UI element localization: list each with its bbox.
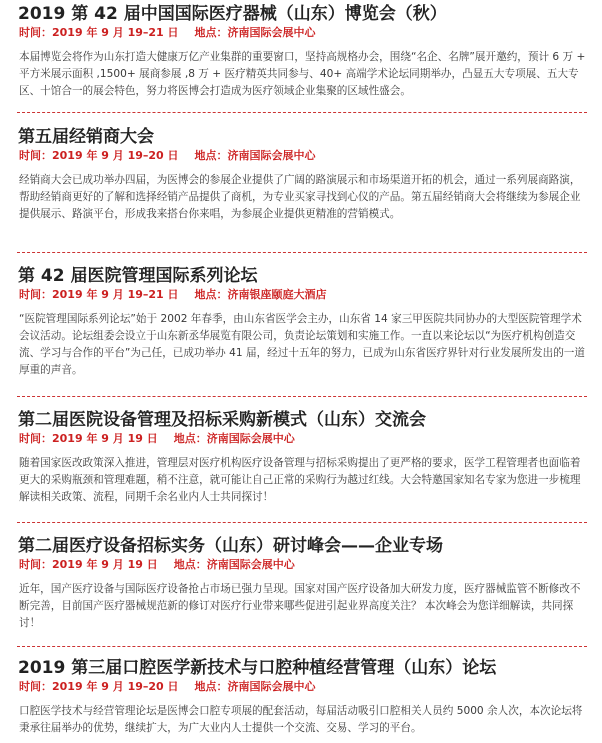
- event-description: 本届博览会将作为山东打造大健康万亿产业集群的重要窗口，坚持高规格办会，围绕“名企、名牌”展开邀约，预计 6 万 + 平方米展示面积 ,1500+ 展商参展 ,8 万 + 医疗精英共同参与、40+ 高端学术论坛同期举办，凸显五大专项展、五大专区、十馆合一的展会特色，努力将医博会打造成为医疗领域企业集聚的区域性盛会。: [19, 51, 586, 97]
- event-time: 2019 年 9 月 19–21 日: [52, 288, 179, 301]
- event-meta: [19, 432, 295, 446]
- section-divider: [17, 522, 587, 523]
- event-description: 近年，国产医疗设备与国际医疗设备抢占市场已强力呈现。国家对国产医疗设备加大研发力度，医疗器械监管不断修改不断完善，目前国产医疗器械规范新的修订对医疗行业带来哪些促进引起业界高度关注？ 本次峰会为您详细解读，共同探讨！: [19, 583, 581, 629]
- place-label: 地点：: [173, 432, 207, 445]
- event-time: 2019 年 9 月 19 日: [52, 558, 158, 571]
- time-label: 时间：: [19, 288, 52, 301]
- event-place: 济南国际会展中心: [206, 432, 295, 445]
- place-label: 地点：: [194, 288, 228, 301]
- event-place: 济南国际会展中心: [227, 680, 316, 693]
- event-meta: [19, 680, 316, 694]
- event-meta: [19, 149, 316, 163]
- event-meta: [19, 558, 295, 572]
- section-divider: [17, 252, 587, 253]
- event-time: 2019 年 9 月 19 日: [52, 432, 158, 445]
- event-description: “医院管理国际系列论坛”始于 2002 年春季，由山东省医学会主办，山东省 14 家三甲医院共同协办的大型医院管理学术会议活动。论坛组委会设立于山东新丞华展览有限公司，负责论坛策划和实施工作。一直以来论坛以“为医疗机构创造交流、学习与合作的平台”为己任，已成功举办 41 届，经过十五年的努力，已成为山东省医疗界针对行业发展所发出的一道厚重的声音。: [19, 313, 585, 376]
- section-divider: [17, 646, 587, 647]
- event-time: 2019 年 9 月 19–21 日: [52, 26, 179, 39]
- event-description: 经销商大会已成功举办四届，为医博会的参展企业提供了广阔的路演展示和市场渠道开拓的机会，通过一系列展商路演，帮助经销商更好的了解和选择经销产品提供了商机，为专业买家寻找到心仪的产品。第五届经销商大会将继续为参展企业提供展示、路演平台，形成我来搭台你来唱，为参展企业提供更精准的营销模式。: [19, 174, 581, 220]
- place-label: 地点：: [194, 149, 228, 162]
- event-time: 2019 年 9 月 19–20 日: [52, 680, 179, 693]
- event-title: 第五届经销商大会: [18, 127, 154, 147]
- event-place: 济南国际会展中心: [227, 149, 316, 162]
- section-divider: [17, 112, 587, 113]
- event-title: 2019 第 42 届中国国际医疗器械（山东）博览会（秋）: [18, 4, 447, 24]
- event-title: 第 42 届医院管理国际系列论坛: [18, 266, 258, 286]
- event-description: 口腔医学技术与经营管理论坛是医博会口腔专项展的配套活动，每届活动吸引口腔相关人员约 5000 余人次，本次论坛将秉承往届举办的优势，继续扩大，为广大业内人士提供一个交流、交易、学习的平台。: [19, 705, 583, 734]
- event-place: 济南银座颐庭大酒店: [227, 288, 327, 301]
- event-meta: [19, 26, 316, 40]
- event-meta: [19, 288, 327, 302]
- time-label: 时间：: [19, 680, 52, 693]
- event-title: 第二届医院设备管理及招标采购新模式（山东）交流会: [18, 410, 426, 430]
- event-place: 济南国际会展中心: [206, 558, 295, 571]
- time-label: 时间：: [19, 149, 52, 162]
- time-label: 时间：: [19, 26, 52, 39]
- place-label: 地点：: [173, 558, 207, 571]
- place-label: 地点：: [194, 26, 228, 39]
- time-label: 时间：: [19, 432, 52, 445]
- section-divider: [17, 396, 587, 397]
- event-place: 济南国际会展中心: [227, 26, 316, 39]
- event-title: 2019 第三届口腔医学新技术与口腔种植经营管理（山东）论坛: [18, 658, 497, 678]
- event-title: 第二届医疗设备招标实务（山东）研讨峰会——企业专场: [18, 536, 443, 556]
- event-time: 2019 年 9 月 19–20 日: [52, 149, 179, 162]
- place-label: 地点：: [194, 680, 228, 693]
- event-description: 随着国家医改政策深入推进，管理层对医疗机构医疗设备管理与招标采购提出了更严格的要求，医学工程管理者也面临着更大的采购瓶颈和管理难题，稍不注意，就可能让自己正常的采购行为越过红线。大会特邀国家知名专家为您进一步梳理解读相关政策、流程，同期千余名业内人士共同探讨！: [19, 457, 581, 503]
- time-label: 时间：: [19, 558, 52, 571]
